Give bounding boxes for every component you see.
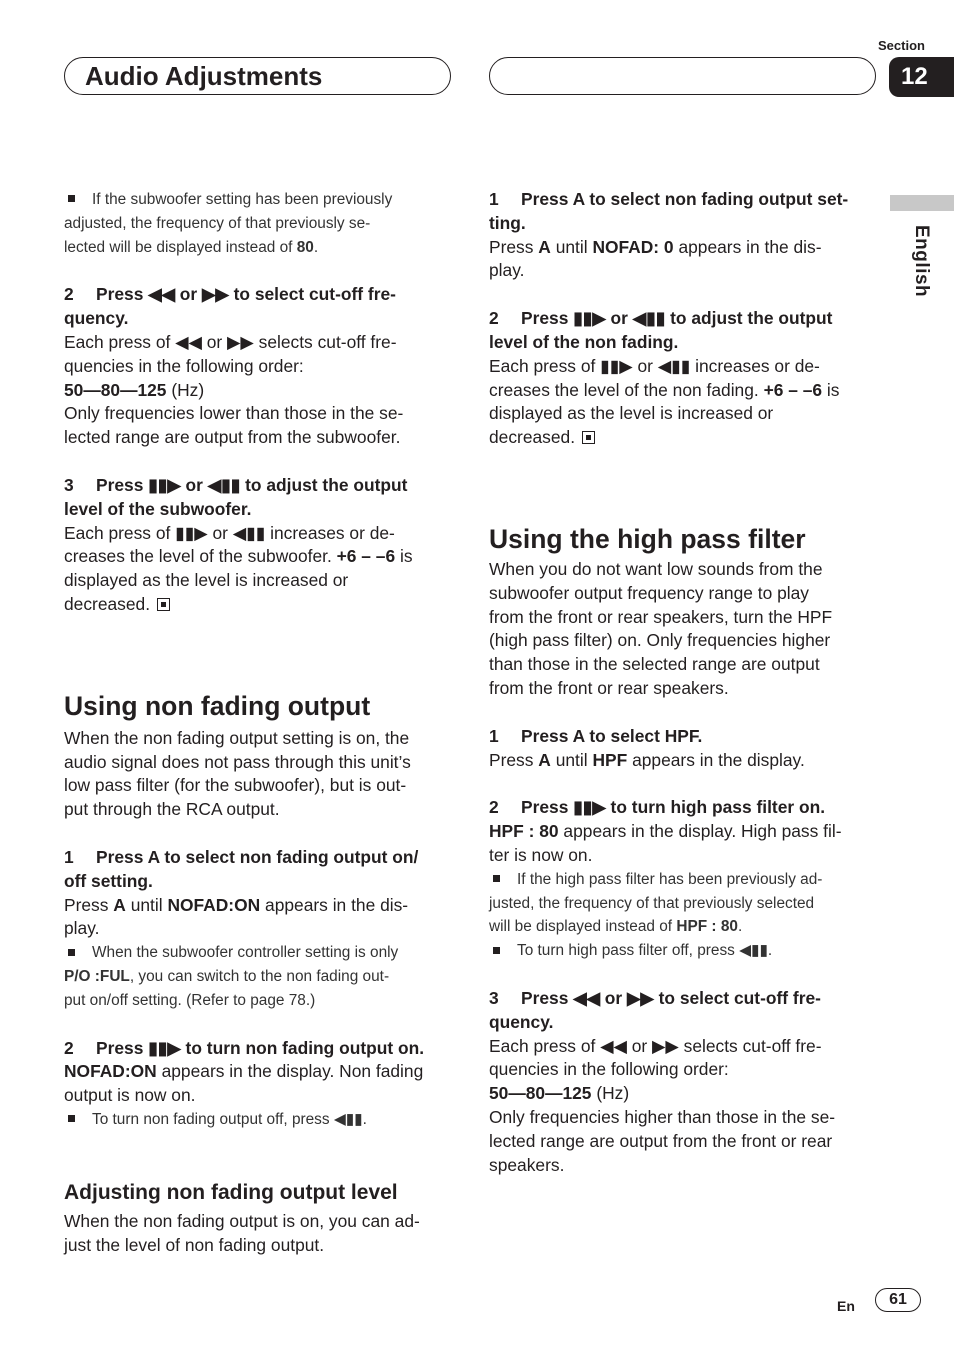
language-tab [890, 195, 954, 211]
section-number-badge: 12 [889, 57, 954, 97]
end-mark-icon [157, 598, 170, 611]
frequency-order: 50—80—125 [64, 379, 167, 400]
step-select-hpf: 1 Press A to select HPF. [489, 725, 703, 746]
high-pass-filter-intro: When you do not want low sounds from the subwoofer output frequency range to play from the front or rear speakers, turn the HPF (high pass filter) on. Only frequencies higher than those in the selected range are output from the front or rear speakers. [489, 558, 833, 698]
step-select-cutoff: 2 Press ◀◀ or ▶▶ to select cut-off fre- quency. [64, 284, 396, 329]
bullet-icon [68, 949, 75, 956]
right-column [489, 188, 879, 1177]
non-fading-intro: When the non fading output setting is on, the audio signal does not pass through this unit’s low pass filter (for the subwoofer), but is out- put through the RCA output. [64, 727, 411, 820]
step-adjust-subwoofer-level: 3 Press ▮▮▶ or ◀▮▮ to adjust the output level of the subwoofer. [64, 474, 408, 519]
header-blank-pill [489, 57, 876, 95]
frequency-order: 50—80—125 [489, 1083, 592, 1104]
step-hpf-select-cutoff-body: Each press of ◀◀ or ▶▶ selects cut-off fre- quencies in the following order: 50—80—125 (Hz) Only frequencies higher than those in the se- lected range are output from the front or rear speakers. [489, 1035, 836, 1175]
note-subwoofer-controller: When the subwoofer controller setting is only P/O :FUL, you can switch to the non fading out- put on/off setting. (Refer to page 78.) [64, 944, 399, 1009]
step-turn-non-fading-on: 2 Press ▮▮▶ to turn non fading output on. [64, 1037, 425, 1058]
step-adjust-subwoofer-body: Each press of ▮▮▶ or ◀▮▮ increases or de- creases the level of the subwoofer. +6 – –6 is displayed as the level is increased or decreased. [64, 522, 413, 614]
bullet-icon [68, 1115, 75, 1122]
step-adjust-non-fading-body: Each press of ▮▮▶ or ◀▮▮ increases or de- creases the level of the non fading. +6 – –6 is displayed as the level is increased or decreased. [489, 355, 840, 448]
note-hpf-previous: If the high pass filter has been previously ad- justed, the frequency of that previously selected will be displayed instead of HPF : 80. [489, 870, 823, 936]
note-subwoofer-previous: If the subwoofer setting has been previously adjusted, the frequency of that previously se- lected will be displayed instead of 80. [64, 191, 393, 256]
heading-high-pass-filter: Using the high pass filter [489, 523, 806, 554]
step-hpf-select-cutoff: 3 Press ◀◀ or ▶▶ to select cut-off fre- quency. [489, 987, 821, 1032]
bullet-icon [493, 875, 500, 882]
adjusting-non-fading-body: When the non fading output is on, you can ad- just the level of non fading output. [64, 1210, 420, 1255]
footer-language-code: En [837, 1298, 855, 1314]
step-select-hpf-body: Press A until HPF appears in the display. [489, 749, 805, 770]
end-mark-icon [582, 431, 595, 444]
step-adjust-non-fading-level: 2 Press ▮▮▶ or ◀▮▮ to adjust the output level of the non fading. [489, 308, 833, 352]
step-select-non-fading-setting-body: Press A until NOFAD: 0 appears in the dis- play. [489, 236, 822, 281]
page-number: 61 [875, 1288, 921, 1312]
heading-non-fading-output: Using non fading output [64, 690, 371, 721]
step-select-non-fading-body: Press A until NOFAD:ON appears in the dis- play. [64, 894, 409, 939]
language-label: English [911, 225, 932, 298]
header-title-pill [64, 57, 451, 95]
step-cutoff-body: Each press of ◀◀ or ▶▶ selects cut-off fre- quencies in the following order: 50—80—125 (Hz) Only frequencies lower than those in the se- lected range are output from the subwoofer. [64, 331, 404, 448]
heading-adjusting-non-fading: Adjusting non fading output level [64, 1180, 398, 1204]
left-column [64, 188, 459, 1257]
step-turn-hpf-on-body: HPF : 80 appears in the display. High pass fil- ter is now on. [489, 821, 842, 865]
bullet-icon [493, 947, 500, 954]
step-turn-non-fading-on-body: NOFAD:ON appears in the display. Non fading output is now on. [64, 1061, 424, 1106]
note-turn-hpf-off: To turn high pass filter off, press ◀▮▮. [489, 939, 879, 963]
step-select-non-fading-setting: 1 Press A to select non fading output set- ting. [489, 189, 849, 233]
step-select-non-fading: 1 Press A to select non fading output on/ off setting. [64, 846, 419, 891]
bullet-icon [68, 195, 75, 202]
section-label: Section [878, 38, 925, 53]
step-turn-hpf-on: 2 Press ▮▮▶ to turn high pass filter on. [489, 797, 826, 818]
page-title: Audio Adjustments [85, 61, 323, 91]
note-turn-non-fading-off: To turn non fading output off, press ◀▮▮. [64, 1108, 459, 1132]
